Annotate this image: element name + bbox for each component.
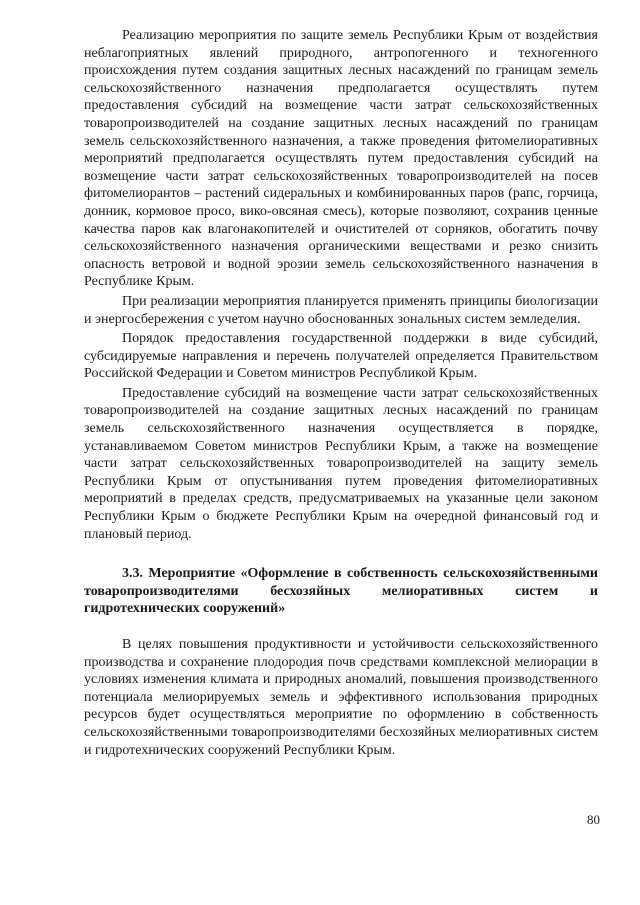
paragraph-subsidy-provision: Предоставление субсидий на возмещение части затрат сельскохозяйственных товаропроизводителей на создание защитных лесных насаждений по границам земель сельскохозяйственного назначения осуществляется в порядке, устанавливаемом Советом министров Республики Крым, а также на возмещение части затрат сельскохозяйственных товаропроизводителей на защиту земель Республики Крым от опустынивания путем проведения фитомелиоративных мероприятий в пределах средств, предусматриваемых на указанные цели законом Республики Крым о бюджете Республики Крым на очередной финансовый год и плановый период. — [84, 385, 598, 542]
paragraph-ownership-registration: В целях повышения продуктивности и устойчивости сельскохозяйственного производства и сохранение плодородия почв средствами комплексной мелиорации в условиях изменения климата и природных аномалий, повышения производственного потенциала мелиорируемых земель и эффективного использования природных ресурсов будет осуществляться мероприятие по оформлению в собственность сельскохозяйственными товаропроизводителями бесхозяйных мелиоративных систем и гидротехнических сооружений Республики Крым. — [84, 637, 598, 758]
paragraph-biologization: При реализации мероприятия планируется применять принципы биологизации и энергосбережения с учетом научно обоснованных зональных систем земледелия. — [84, 293, 598, 327]
paragraph-soil-protection: Реализацию мероприятия по защите земель Республики Крым от воздействия неблагоприятных явлений природного, антропогенного и техногенного происхождения путем создания защитных лесных насаждений по границам земель сельскохозяйственного назначения предполагается осуществлять путем предоставления субсидий на возмещение части затрат сельскохозяйственных товаропроизводителей на создание защитных лесных насаждений по границам земель сельскохозяйственного назначения, а также проведения фитомелиоративных мероприятий предполагается осуществлять путем предоставления субсидий на возмещение части затрат сельскохозяйственных товаропроизводителей на посев фитомелиорантов – растений сидеральных и комбинированных паров (рапс, горчица, донник, кормовое просо, вико-овсяная смесь), которые позволяют, сохранив ценные качества паров как влагонакопителей и очистителей от сорняков, обогатить почву сельскохозяйственного назначения органическими веществами и резко снизить опасность ветровой и водной эрозии земель сельскохозяйственного назначения в Республике Крым. — [84, 28, 598, 290]
document-body — [84, 27, 598, 759]
page-number: 80 — [587, 812, 600, 827]
paragraph-subsidy-procedure: Порядок предоставления государственной поддержки в виде субсидий, субсидируемые направления и перечень получателей определяется Правительством Российской Федерации и Советом министров Республикой Крым. — [84, 331, 598, 382]
section-heading: 3.3. Мероприятие «Оформление в собственность сельскохозяйственными товаропроизводителями бесхозяйных мелиоративных систем и гидротехнических сооружений» — [84, 566, 598, 617]
